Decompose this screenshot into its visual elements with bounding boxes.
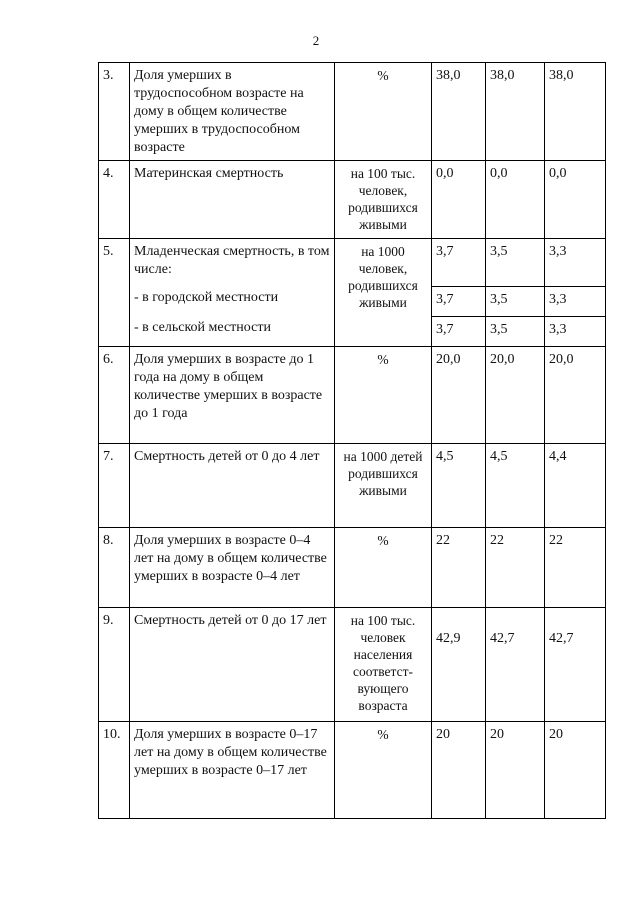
unit-cell: % — [335, 722, 432, 819]
value-cell: 42,7 — [486, 608, 545, 722]
value-cell: 20,0 — [486, 347, 545, 444]
value-cell: 3,7 — [432, 317, 486, 347]
unit-cell: на 100 тыс. человек населения соответст-вующего возраста — [335, 608, 432, 722]
value-cell: 20,0 — [545, 347, 606, 444]
indicator-name-main: Младенческая смертность, в том числе: — [134, 244, 330, 277]
value-cell: 42,7 — [545, 608, 606, 722]
page-number: 2 — [312, 33, 320, 48]
value-cell: 22 — [432, 528, 486, 608]
value-cell: 3,5 — [486, 317, 545, 347]
value-cell: 20 — [545, 722, 606, 819]
row-number: 10. — [99, 722, 130, 819]
row-number: 9. — [99, 608, 130, 722]
table-row — [99, 444, 606, 528]
value-cell: 0,0 — [545, 161, 606, 239]
value-cell: 0,0 — [486, 161, 545, 239]
value-cell: 3,3 — [545, 317, 606, 347]
indicator-name: Смертность детей от 0 до 17 лет — [130, 608, 335, 722]
value-cell: 4,5 — [432, 444, 486, 528]
row-number: 7. — [99, 444, 130, 528]
value-cell: 20,0 — [432, 347, 486, 444]
value-cell: 4,5 — [486, 444, 545, 528]
indicators-table — [98, 62, 606, 819]
unit-cell: на 1000 человек, родившихся живыми — [335, 239, 432, 347]
value-cell: 42,9 — [432, 608, 486, 722]
value-cell: 3,5 — [486, 287, 545, 317]
indicator-name: Смертность детей от 0 до 4 лет — [130, 444, 335, 528]
table-row — [99, 347, 606, 444]
unit-cell: % — [335, 63, 432, 161]
row-number: 4. — [99, 161, 130, 239]
indicator-name: Материнская смертность — [130, 161, 335, 239]
value-cell: 38,0 — [486, 63, 545, 161]
unit-cell: % — [335, 528, 432, 608]
value-cell: 38,0 — [432, 63, 486, 161]
value-cell: 3,7 — [432, 239, 486, 287]
row-number: 8. — [99, 528, 130, 608]
unit-cell: % — [335, 347, 432, 444]
value-cell: 3,3 — [545, 239, 606, 287]
row-number: 3. — [99, 63, 130, 161]
value-cell: 20 — [486, 722, 545, 819]
table-row — [99, 722, 606, 819]
value-cell: 3,5 — [486, 239, 545, 287]
row-number: 5. — [99, 239, 130, 347]
indicator-sub-urban: - в городской местности — [134, 290, 279, 305]
indicator-name: Доля умерших в возрасте 0–4 лет на дому в общем количестве умерших в возрасте 0–4 лет — [130, 528, 335, 608]
row-number: 6. — [99, 347, 130, 444]
value-cell: 22 — [545, 528, 606, 608]
table-row — [99, 63, 606, 161]
table-row — [99, 161, 606, 239]
unit-cell: на 1000 детей родившихся живыми — [335, 444, 432, 528]
value-cell: 38,0 — [545, 63, 606, 161]
value-cell: 3,3 — [545, 287, 606, 317]
table-row — [99, 528, 606, 608]
value-cell: 4,4 — [545, 444, 606, 528]
table-row — [99, 239, 606, 287]
value-cell: 3,7 — [432, 287, 486, 317]
value-cell: 0,0 — [432, 161, 486, 239]
unit-cell: на 100 тыс. человек, родившихся живыми — [335, 161, 432, 239]
indicator-name: Доля умерших в возрасте 0–17 лет на дому в общем количестве умерших в возрасте 0–17 лет — [130, 722, 335, 819]
indicator-name: Доля умерших в трудоспособном возрасте на дому в общем количестве умерших в трудоспособном возрасте — [130, 63, 335, 161]
value-cell: 20 — [432, 722, 486, 819]
indicator-name: Доля умерших в возрасте до 1 года на дому в общем количестве умерших в возрасте до 1 года — [130, 347, 335, 444]
indicator-sub-rural: - в сельской местности — [134, 320, 271, 335]
indicator-name — [130, 239, 335, 347]
value-cell: 22 — [486, 528, 545, 608]
table-row — [99, 608, 606, 722]
